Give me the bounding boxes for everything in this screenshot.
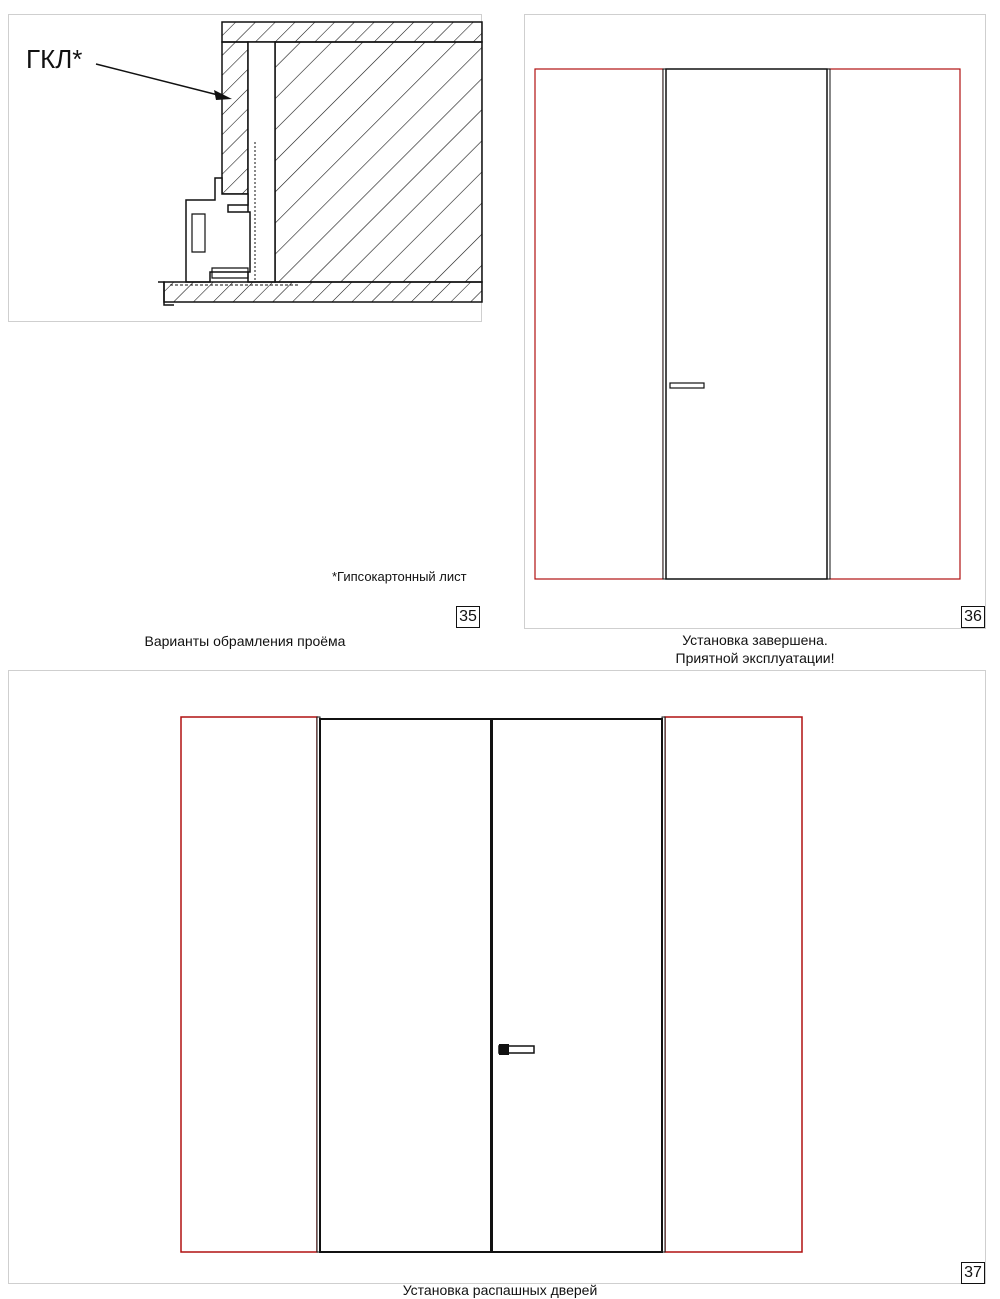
wall-right-outline — [665, 717, 802, 1252]
figure-36-number: 36 — [961, 606, 985, 628]
gkl-footnote: *Гипсокартонный лист — [332, 569, 467, 584]
figure-37-caption: Установка распашных дверей — [402, 1282, 598, 1298]
door-leaf-right — [492, 719, 662, 1252]
door-leaf-left — [320, 719, 491, 1252]
wall-left-outline — [181, 717, 317, 1252]
gkl-label: ГКЛ* — [26, 44, 83, 74]
figure-36-caption-line2: Приятной эксплуатации! — [675, 650, 835, 666]
figure-35-caption: Варианты обрамления проёма — [144, 633, 346, 649]
figure-35-number: 35 — [456, 606, 480, 628]
figure-36-caption-line1: Установка завершена. — [682, 632, 828, 648]
figure-37-number: 37 — [961, 1262, 985, 1284]
